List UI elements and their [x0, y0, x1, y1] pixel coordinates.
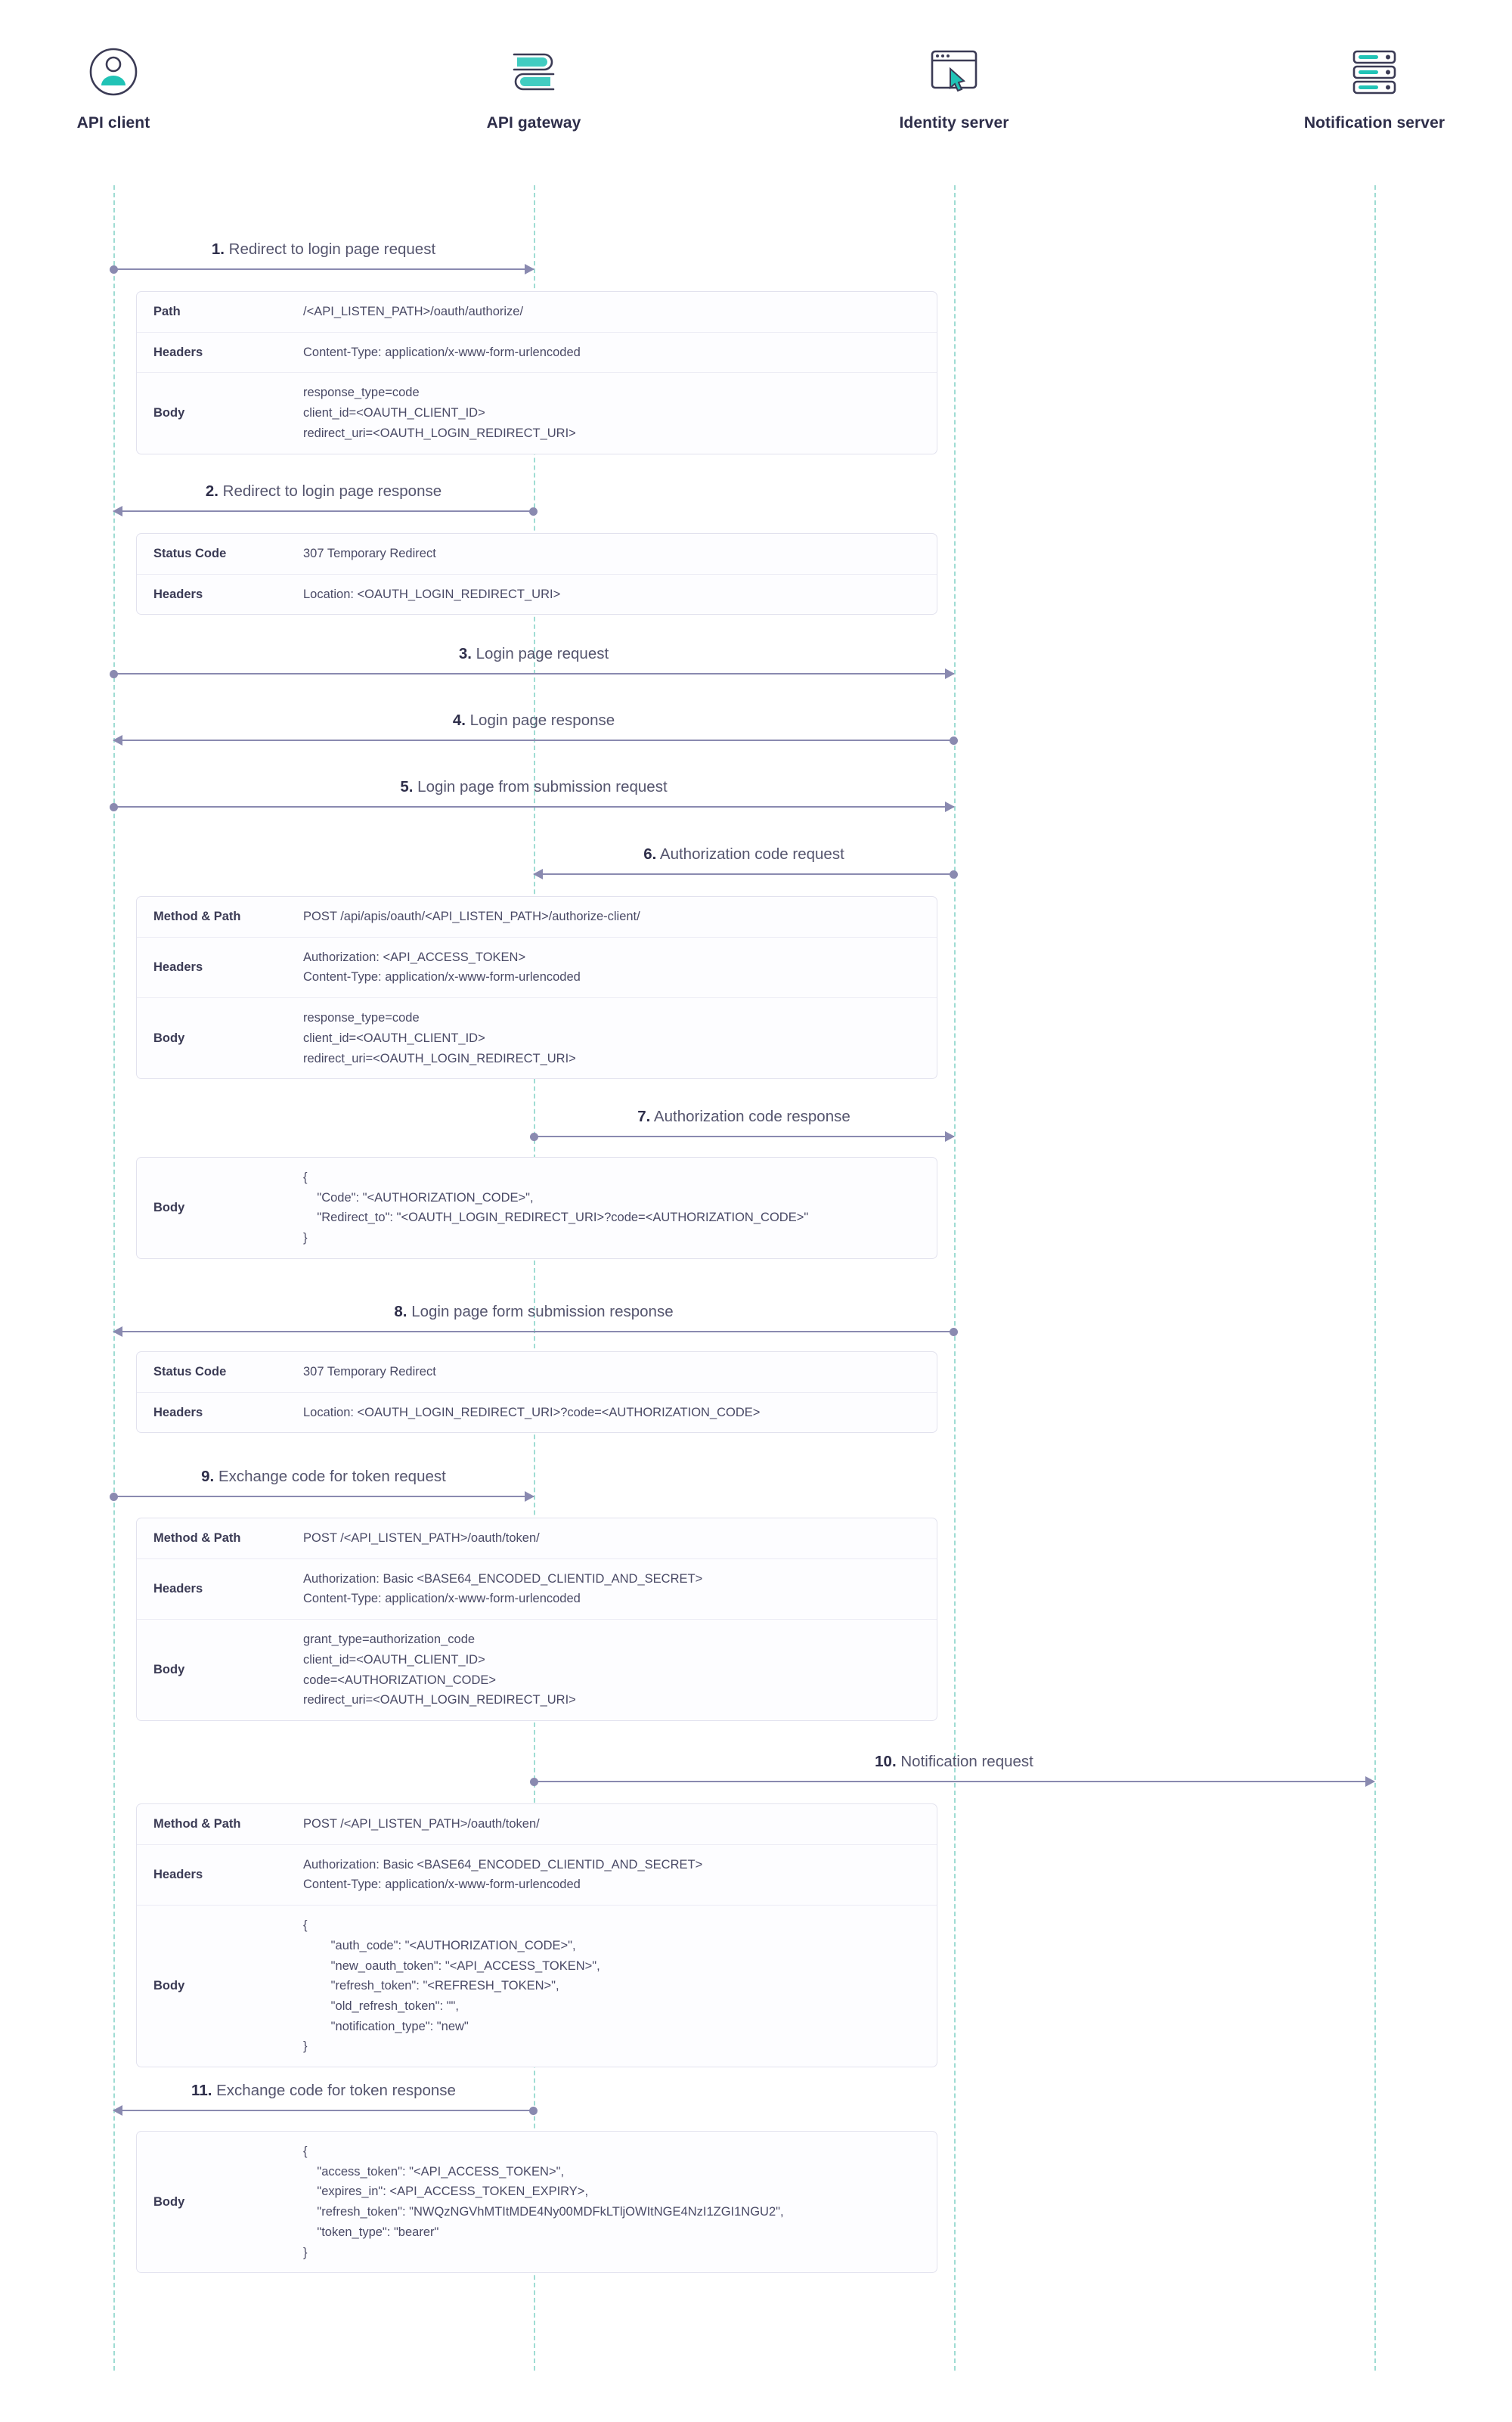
message-arrow-2 — [113, 510, 534, 512]
detail-key: Path — [153, 304, 181, 318]
message-number-3: 3. — [458, 645, 472, 662]
actor-notification-server — [1261, 42, 1488, 132]
detail-value: response_type=code client_id=<OAUTH_CLIENT_ID> redirect_uri=<OAUTH_LOGIN_REDIRECT_URI> — [303, 1011, 576, 1065]
detail-row — [137, 2132, 937, 2272]
message-arrow-10 — [534, 1781, 1374, 1782]
detail-value: { "access_token": "<API_ACCESS_TOKEN>", "expires_in": <API_ACCESS_TOKEN_EXPIRY>, "refresh_token": "NWQzNGVhMTItMDE4Ny00MDFkLTljOWItNGE4NzI1ZGI1NGU2", "token_type": "bearer" } — [303, 2144, 784, 2259]
detail-key: Method & Path — [153, 909, 241, 923]
detail-panel-detail-6 — [136, 896, 937, 1079]
detail-row — [137, 1906, 937, 2067]
detail-key: Status Code — [153, 546, 227, 560]
message-label-11 — [191, 2082, 456, 2100]
actor-icon-api-gateway — [420, 42, 647, 102]
user-icon — [89, 45, 138, 99]
actor-label-identity-server: Identity server — [899, 114, 1009, 132]
message-arrow-11 — [113, 2110, 534, 2111]
detail-row — [137, 998, 937, 1078]
message-label-5 — [400, 778, 667, 796]
detail-value: Location: <OAUTH_LOGIN_REDIRECT_URI>?code=<AUTHORIZATION_CODE> — [303, 1405, 761, 1419]
actor-api-gateway — [420, 42, 647, 132]
message-label-2 — [206, 482, 442, 501]
message-number-1: 1. — [211, 240, 225, 258]
detail-key: Body — [153, 2194, 185, 2209]
message-text-3: Login page request — [476, 645, 609, 662]
message-number-7: 7. — [637, 1108, 651, 1125]
lifeline-identity-server — [954, 185, 956, 2371]
message-label-7 — [637, 1108, 850, 1126]
detail-key: Headers — [153, 1867, 203, 1881]
message-number-6: 6. — [643, 845, 657, 863]
detail-value: POST /<API_LISTEN_PATH>/oauth/token/ — [303, 1531, 540, 1545]
detail-key: Body — [153, 1979, 185, 1993]
actor-identity-server — [841, 42, 1067, 132]
message-label-3 — [459, 645, 609, 663]
detail-value: Authorization: Basic <BASE64_ENCODED_CLIENTID_AND_SECRET> Content-Type: application/x-www-form-urlencoded — [303, 1857, 703, 1892]
message-number-11: 11. — [191, 2082, 212, 2099]
detail-panel-detail-10 — [136, 1803, 937, 2067]
message-text-7: Authorization code response — [653, 1108, 850, 1125]
lifeline-notification-server — [1374, 185, 1376, 2371]
detail-value: Authorization: <API_ACCESS_TOKEN> Content-Type: application/x-www-form-urlencoded — [303, 950, 581, 985]
detail-key: Body — [153, 1031, 185, 1045]
detail-value: { "Code": "<AUTHORIZATION_CODE>", "Redirect_to": "<OAUTH_LOGIN_REDIRECT_URI>?code=<AUTHORIZATION_CODE>" } — [303, 1171, 809, 1245]
detail-key: Method & Path — [153, 1816, 241, 1831]
detail-panel-detail-1 — [136, 291, 937, 454]
detail-value: 307 Temporary Redirect — [303, 547, 436, 560]
actor-api-client — [0, 42, 227, 132]
browser-click-icon — [928, 46, 981, 98]
detail-panel-detail-2 — [136, 533, 937, 615]
message-arrow-7 — [534, 1136, 954, 1137]
actor-label-api-gateway: API gateway — [486, 114, 581, 132]
message-text-9: Exchange code for token request — [218, 1468, 446, 1485]
actor-icon-notification-server — [1261, 42, 1488, 102]
detail-value: Location: <OAUTH_LOGIN_REDIRECT_URI> — [303, 587, 561, 601]
message-text-2: Redirect to login page response — [222, 482, 442, 500]
detail-row — [137, 938, 937, 998]
detail-row — [137, 1158, 937, 1258]
detail-row — [137, 575, 937, 615]
message-text-10: Notification request — [900, 1753, 1033, 1770]
message-number-10: 10. — [875, 1753, 897, 1770]
message-text-5: Login page from submission request — [417, 778, 668, 795]
detail-row — [137, 534, 937, 575]
detail-panel-detail-11 — [136, 2131, 937, 2273]
detail-row — [137, 1804, 937, 1845]
detail-key: Method & Path — [153, 1530, 241, 1545]
message-text-11: Exchange code for token response — [216, 2082, 456, 2099]
message-arrow-3 — [113, 673, 954, 675]
detail-value: 307 Temporary Redirect — [303, 1365, 436, 1378]
message-number-5: 5. — [400, 778, 414, 795]
detail-panel-detail-9 — [136, 1518, 937, 1721]
message-arrow-5 — [113, 806, 954, 808]
message-number-4: 4. — [452, 712, 466, 729]
actor-icon-identity-server — [841, 42, 1067, 102]
message-text-6: Authorization code request — [659, 845, 844, 863]
gateway-icon — [507, 45, 561, 98]
detail-panel-detail-7 — [136, 1157, 937, 1259]
detail-key: Body — [153, 1663, 185, 1677]
detail-key: Headers — [153, 1405, 203, 1419]
detail-key: Status Code — [153, 1364, 227, 1378]
detail-row — [137, 1559, 937, 1620]
detail-value: grant_type=authorization_code client_id=<OAUTH_CLIENT_ID> code=<AUTHORIZATION_CODE> redirect_uri=<OAUTH_LOGIN_REDIRECT_URI> — [303, 1633, 576, 1707]
detail-key: Body — [153, 406, 185, 420]
detail-row — [137, 1393, 937, 1433]
message-label-6 — [643, 845, 844, 864]
detail-row — [137, 1845, 937, 1906]
detail-key: Body — [153, 1200, 185, 1214]
message-number-8: 8. — [394, 1303, 407, 1320]
message-number-9: 9. — [201, 1468, 215, 1485]
message-arrow-8 — [113, 1331, 954, 1332]
detail-row — [137, 1352, 937, 1393]
detail-key: Headers — [153, 960, 203, 974]
detail-key: Headers — [153, 587, 203, 601]
message-label-8 — [394, 1303, 673, 1321]
server-stack-icon — [1349, 47, 1399, 97]
message-text-1: Redirect to login page request — [228, 240, 436, 258]
message-text-8: Login page form submission response — [411, 1303, 674, 1320]
detail-value: POST /<API_LISTEN_PATH>/oauth/token/ — [303, 1817, 540, 1831]
message-number-2: 2. — [205, 482, 218, 500]
detail-key: Headers — [153, 1581, 203, 1596]
detail-row — [137, 897, 937, 938]
detail-row — [137, 1620, 937, 1720]
detail-value: POST /api/apis/oauth/<API_LISTEN_PATH>/authorize-client/ — [303, 910, 640, 923]
detail-row — [137, 1518, 937, 1559]
message-arrow-4 — [113, 740, 954, 741]
message-arrow-6 — [534, 873, 954, 875]
actor-label-api-client: API client — [76, 114, 150, 132]
detail-value: Authorization: Basic <BASE64_ENCODED_CLIENTID_AND_SECRET> Content-Type: application/x-www-form-urlencoded — [303, 1571, 703, 1606]
message-label-1 — [212, 240, 435, 259]
detail-value: response_type=code client_id=<OAUTH_CLIENT_ID> redirect_uri=<OAUTH_LOGIN_REDIRECT_URI> — [303, 386, 576, 440]
detail-key: Headers — [153, 345, 203, 359]
message-label-10 — [875, 1753, 1033, 1771]
message-text-4: Login page response — [469, 712, 615, 729]
detail-value: Content-Type: application/x-www-form-urlencoded — [303, 345, 581, 359]
message-label-4 — [453, 712, 615, 730]
actor-label-notification-server: Notification server — [1303, 114, 1445, 132]
detail-row — [137, 292, 937, 333]
detail-panel-detail-8 — [136, 1351, 937, 1433]
detail-value: { "auth_code": "<AUTHORIZATION_CODE>", "new_oauth_token": "<API_ACCESS_TOKEN>", "refresh_token": "<REFRESH_TOKEN>", "old_refresh_token": "", "notification_type": "new" } — [303, 1918, 600, 2054]
message-label-9 — [201, 1468, 446, 1486]
detail-row — [137, 373, 937, 453]
message-arrow-1 — [113, 268, 534, 270]
detail-value: /<API_LISTEN_PATH>/oauth/authorize/ — [303, 305, 524, 318]
actor-icon-api-client — [0, 42, 227, 102]
message-arrow-9 — [113, 1496, 534, 1497]
detail-row — [137, 333, 937, 374]
